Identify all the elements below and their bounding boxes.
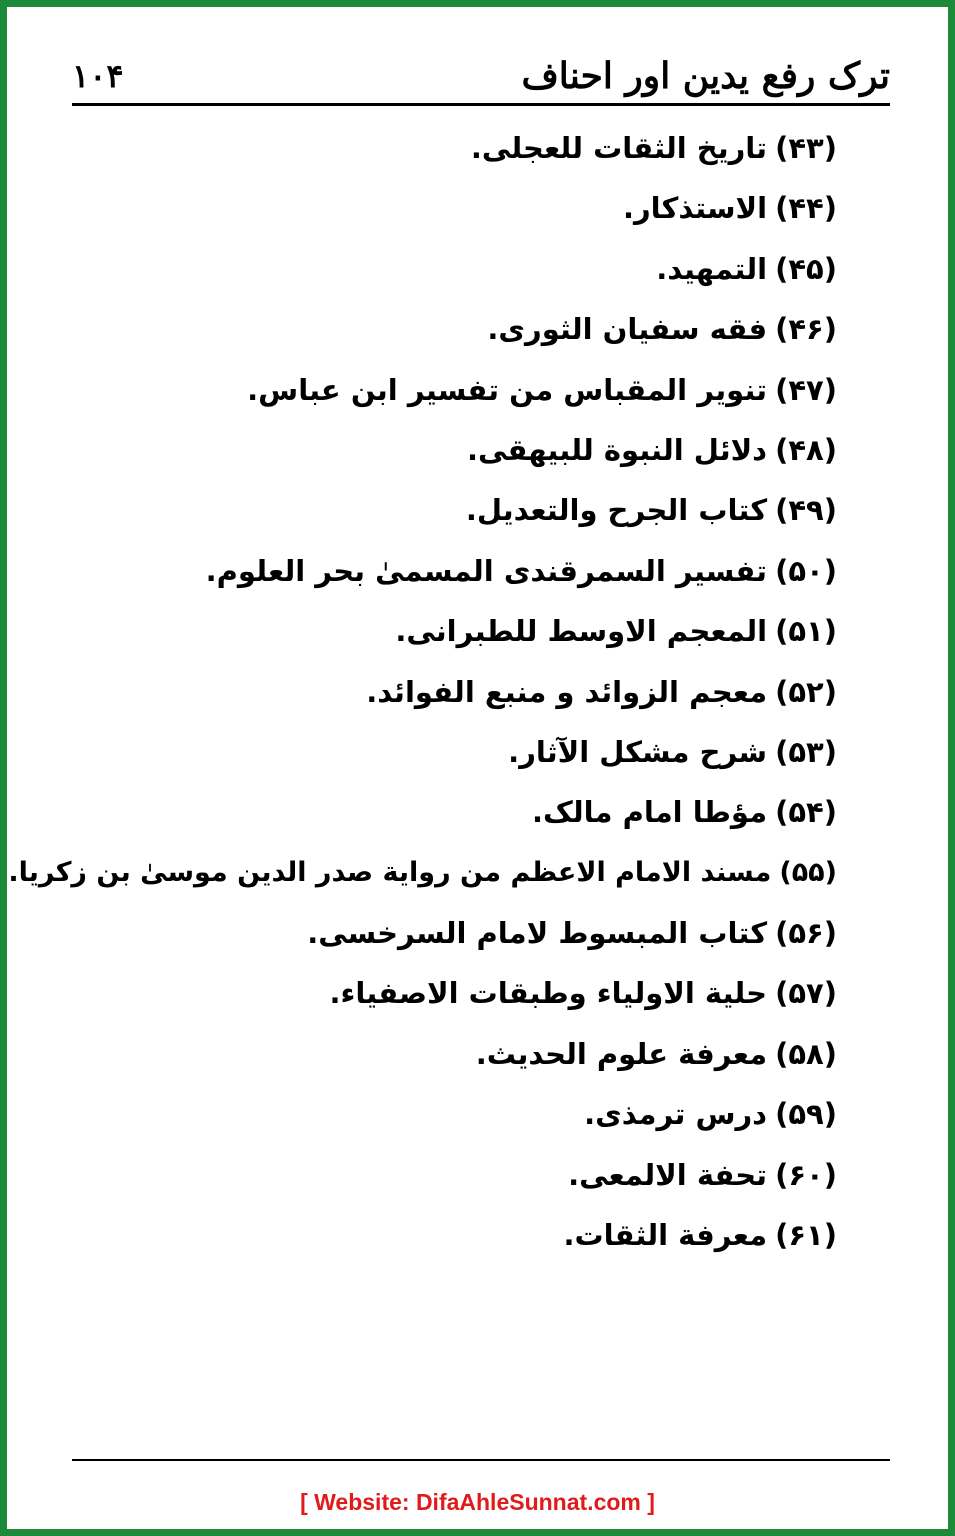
entry-title: المعجم الاوسط للطبرانی.: [395, 614, 768, 649]
list-item: [80, 1024, 837, 1084]
entry-number: (۴۹): [775, 493, 837, 528]
entry-number: (۵۷): [775, 976, 837, 1011]
entry-title: كتاب المبسوط لامام السرخسی.: [307, 916, 768, 951]
entry-title: فقه سفيان الثوری.: [487, 312, 768, 347]
page-header: [72, 50, 890, 102]
entry-title: التمهيد.: [656, 251, 768, 286]
list-item: [8, 843, 837, 903]
entry-title: معجم الزوائد و منبع الفوائد.: [366, 674, 768, 709]
entry-title: مؤطا امام مالک.: [532, 795, 768, 830]
website-link[interactable]: [ Website: DifaAhleSunnat.com ]: [300, 1489, 655, 1515]
book-title: ترک رفع یدین اور احناف: [521, 55, 890, 97]
list-item: [80, 662, 837, 722]
list-item: [80, 239, 837, 299]
entry-title: مسند الامام الاعظم من رواية صدر الدين موسیٰ بن زكريا.: [8, 856, 772, 888]
entry-title: تاريخ الثقات للعجلی.: [470, 131, 768, 165]
entry-number: (۵۳): [775, 734, 837, 769]
list-item: [80, 299, 837, 359]
entry-number: (۶۰): [775, 1157, 837, 1192]
list-item: [80, 1145, 837, 1205]
list-item: [80, 420, 837, 480]
entry-title: حلية الاولياء وطبقات الاصفياء.: [329, 976, 768, 1011]
list-item: [80, 601, 837, 661]
entry-number: (۶۱): [775, 1218, 837, 1253]
entry-number: (۵۱): [775, 614, 837, 649]
list-item: [80, 360, 837, 420]
list-item: [80, 1205, 837, 1265]
list-item: [80, 118, 837, 178]
entry-title: تنوير المقباس من تفسير ابن عباس.: [247, 372, 768, 407]
entry-number: (۴۸): [775, 432, 837, 467]
entry-number: (۵۸): [775, 1036, 837, 1071]
entry-number: (۵۶): [775, 916, 837, 951]
list-item: [80, 1084, 837, 1144]
entry-title: درس ترمذی.: [584, 1097, 768, 1132]
entry-number: (۴۷): [775, 372, 837, 407]
list-item: [80, 722, 837, 782]
entry-title: معرفة الثقات.: [563, 1218, 768, 1253]
entry-title: معرفة علوم الحديث.: [475, 1036, 768, 1071]
entry-number: (۵۵): [779, 856, 837, 888]
list-item: [80, 782, 837, 842]
list-item: [80, 903, 837, 963]
entry-title: دلائل النبوة للبيهقی.: [467, 432, 768, 467]
list-item: [80, 541, 837, 601]
entry-number: (۵۴): [775, 795, 837, 830]
entry-title: كتاب الجرح والتعديل.: [465, 493, 768, 528]
entry-title: تحفة الالمعی.: [568, 1157, 768, 1192]
entry-number: (۴۵): [775, 251, 837, 286]
footer-divider: [72, 1459, 890, 1461]
header-divider: [72, 103, 890, 106]
entry-number: (۴۴): [775, 191, 837, 226]
entry-title: شرح مشكل الآثار.: [508, 734, 768, 769]
list-item: [80, 178, 837, 238]
entry-number: (۵۲): [775, 674, 837, 709]
entry-title: الاستذكار.: [622, 191, 768, 226]
entry-number: (۵۰): [775, 553, 837, 588]
list-item: [80, 963, 837, 1023]
entry-number: (۴۶): [775, 312, 837, 347]
entry-number: (۵۹): [775, 1097, 837, 1132]
reference-list: [8, 118, 837, 1265]
entry-number: (۴۳): [775, 131, 837, 165]
list-item: [80, 480, 837, 540]
entry-title: تفسير السمرقندی المسمیٰ بحر العلوم.: [205, 553, 768, 588]
page-number: ۱۰۴: [72, 57, 124, 95]
